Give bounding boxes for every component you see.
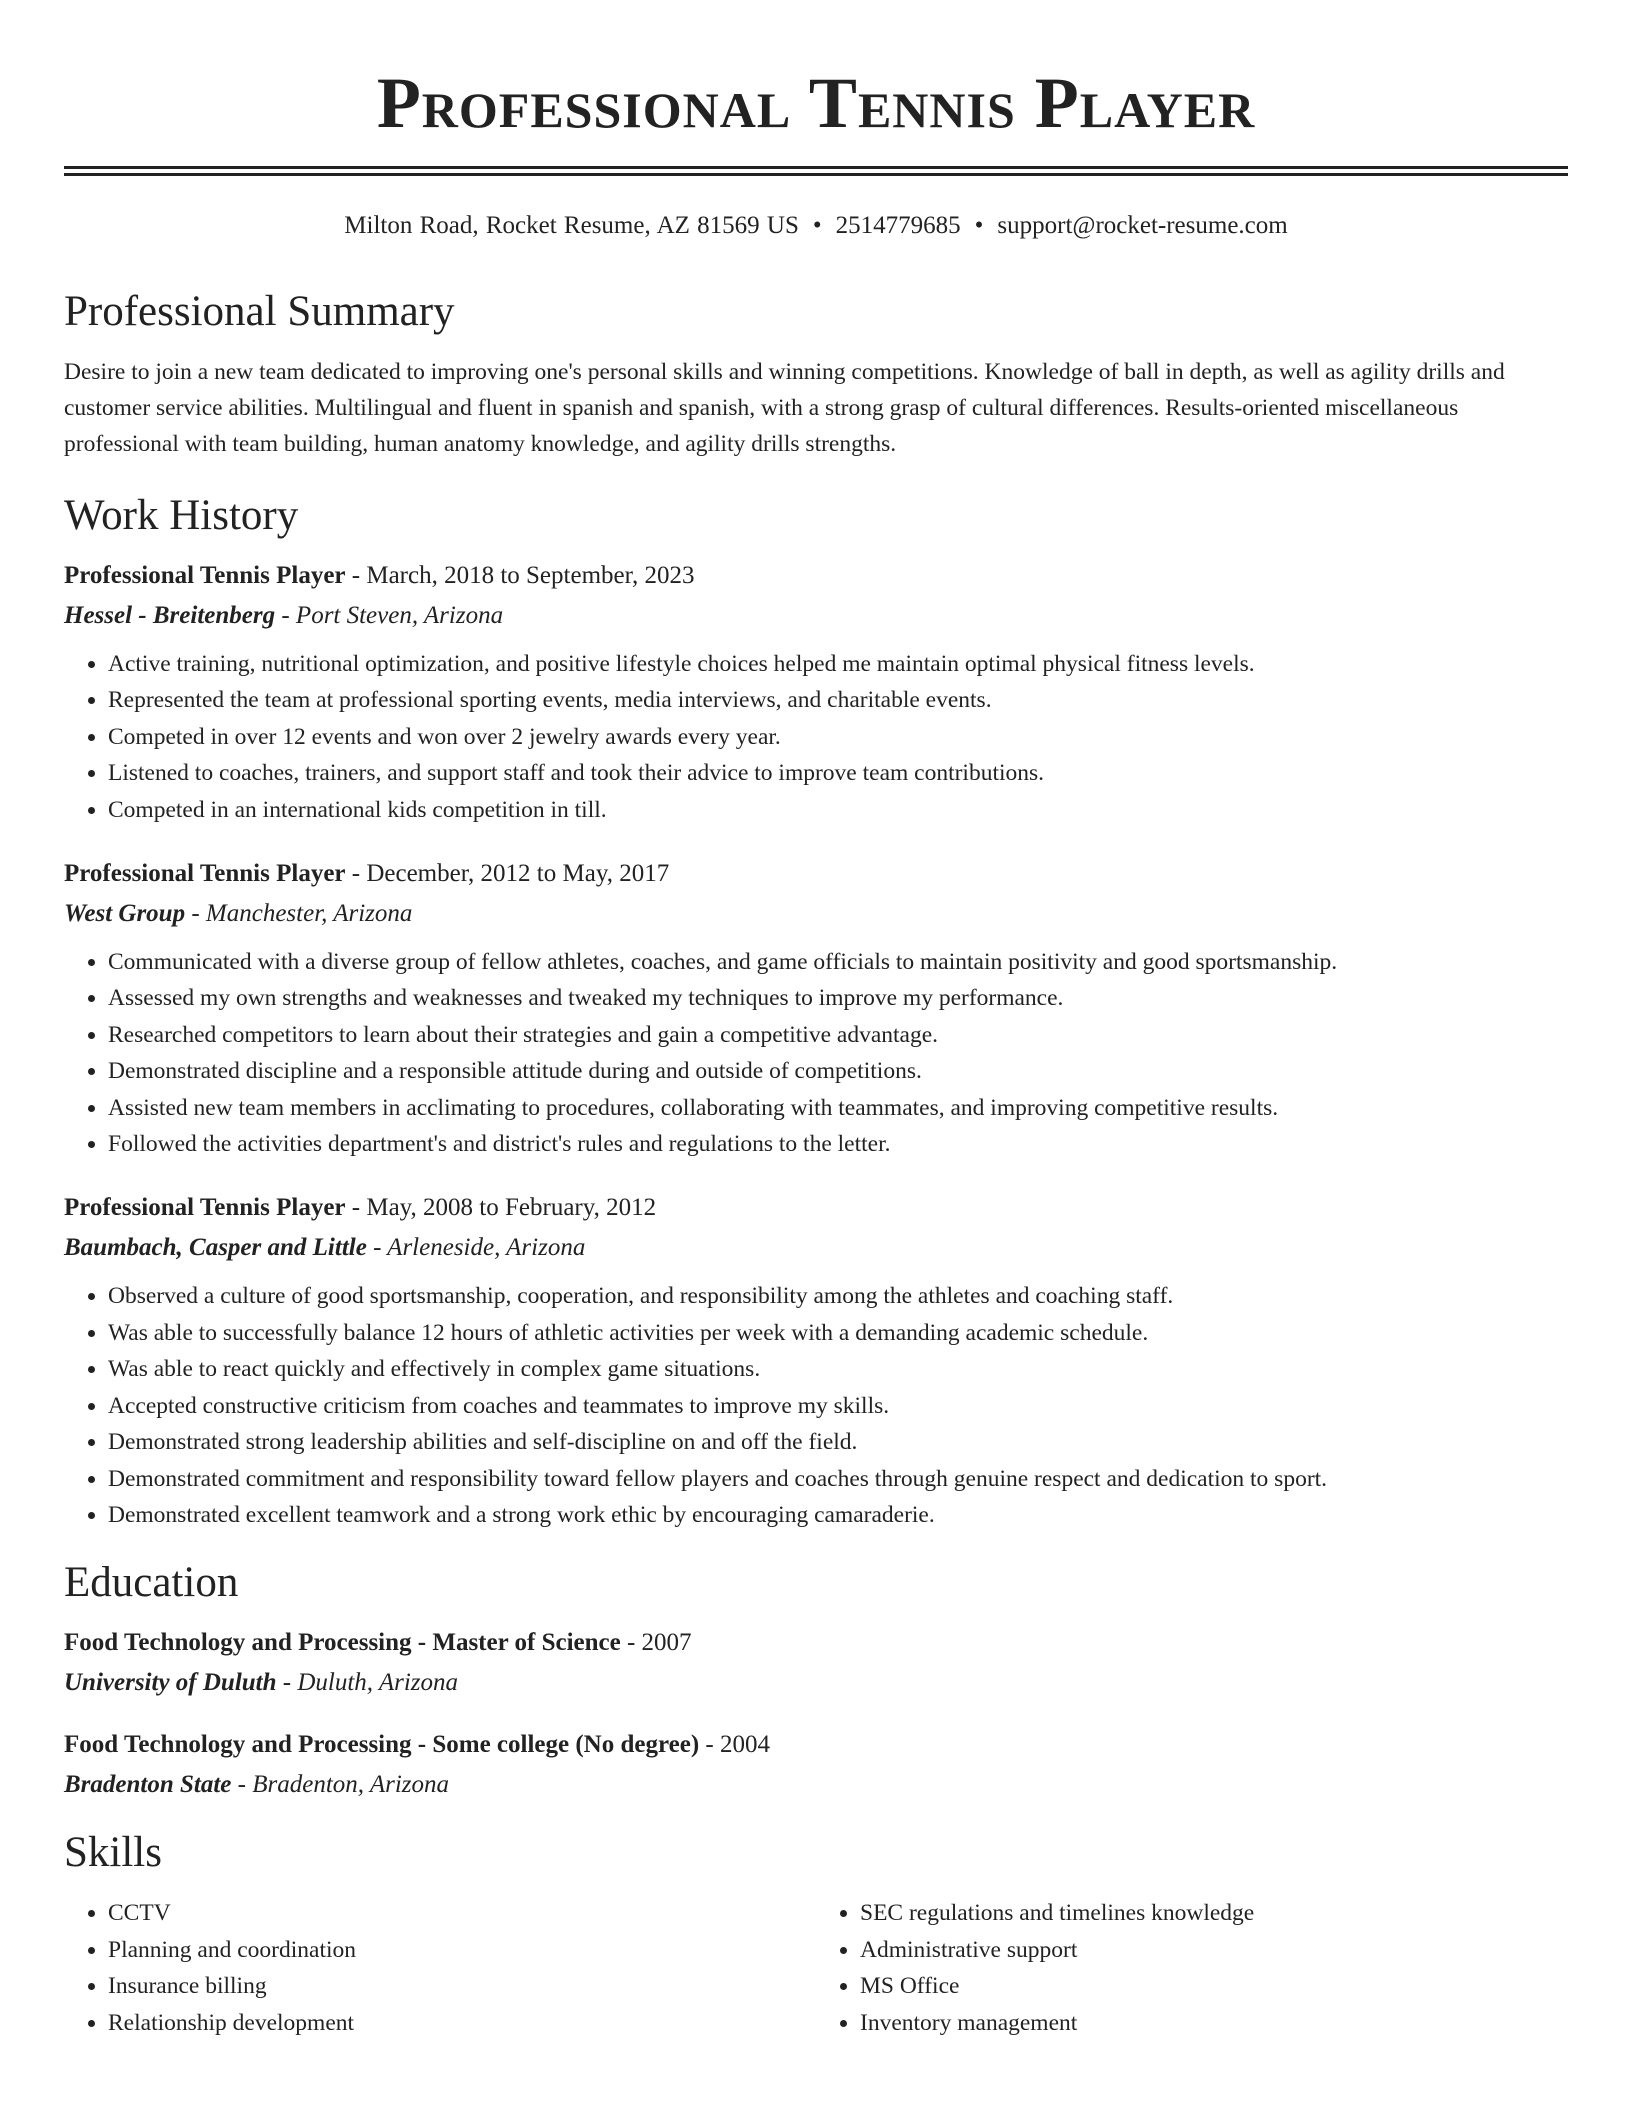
employer-name: Baumbach, Casper and Little (64, 1234, 367, 1262)
job-bullets (64, 646, 1568, 828)
school-line (64, 1769, 1568, 1801)
skill-item: • Inventory management (860, 2005, 1568, 2041)
job-bullet: • Researched competitors to learn about their strategies and gain a competitive advantage. (108, 1017, 1568, 1053)
job-bullet: • Listened to coaches, trainers, and support staff and took their advice to improve team contributions. (108, 755, 1568, 791)
skill-item: • CCTV (108, 1895, 816, 1931)
employer-line (64, 600, 1568, 632)
job-bullet: • Active training, nutritional optimization, and positive lifestyle choices helped me maintain optimal physical fitness levels. (108, 646, 1568, 682)
job-bullet: • Competed in over 12 events and won over 2 jewelry awards every year. (108, 719, 1568, 755)
job-title: Professional Tennis Player (64, 1194, 346, 1222)
job-bullets (64, 1278, 1568, 1533)
skill-item: • Administrative support (860, 1932, 1568, 1968)
skill-item: • Insurance billing (108, 1968, 816, 2004)
job-bullet: • Competed in an international kids competition in till. (108, 792, 1568, 828)
degree-name: Food Technology and Processing - Some college (No degree) (64, 1731, 700, 1759)
employer-location: - Manchester, Arizona (185, 900, 413, 928)
employer-line (64, 898, 1568, 930)
contact-separator: • (812, 212, 822, 239)
job-bullet: • Demonstrated strong leadership abilities and self-discipline on and off the field. (108, 1424, 1568, 1460)
contact-address: Milton Road, Rocket Resume, AZ 81569 US (344, 212, 799, 239)
skill-item: • Relationship development (108, 2005, 816, 2041)
skills-list-right (816, 1895, 1568, 2041)
job-bullet: • Was able to react quickly and effectively in complex game situations. (108, 1351, 1568, 1387)
job-bullet: • Assisted new team members in acclimating to procedures, collaborating with teammates, and improving competitive results. (108, 1090, 1568, 1126)
job-dates: - March, 2018 to September, 2023 (345, 562, 695, 589)
employer-name: Hessel - Breitenberg (64, 602, 276, 629)
job-dates: - December, 2012 to May, 2017 (345, 860, 670, 888)
skills-columns (64, 1895, 1568, 2041)
job-bullet: • Accepted constructive criticism from coaches and teammates to improve my skills. (108, 1388, 1568, 1424)
employer-name: West Group (64, 900, 186, 928)
job-title-line (64, 858, 1568, 890)
school-line (64, 1667, 1568, 1699)
job-bullet: • Demonstrated discipline and a responsible attitude during and outside of competitions. (108, 1053, 1568, 1089)
degree-line (64, 1729, 1568, 1761)
job-bullet: • Observed a culture of good sportsmanship, cooperation, and responsibility among the athletes and coaching staff. (108, 1278, 1568, 1314)
skill-item: • MS Office (860, 1968, 1568, 2004)
job-title: Professional Tennis Player (64, 860, 346, 888)
job-title-line (64, 1192, 1568, 1224)
summary-text: Desire to join a new team dedicated to improving one's personal skills and winning competitions. Knowledge of ball in depth, as well as agility drills and customer service abilities. Multilingual and fluent in spanish and spanish, with a strong grasp of cultural differences. Results-oriented miscellaneous professional with team building, human anatomy knowledge, and agility drills strengths. (64, 359, 1505, 457)
skill-item: • Planning and coordination (108, 1932, 816, 1968)
job-title: Professional Tennis Player (64, 562, 346, 589)
contact-phone: 2514779685 (835, 212, 961, 239)
skills-heading: Skills (64, 1829, 162, 1877)
work-history-heading: Work History (64, 492, 299, 539)
education-heading: Education (64, 1559, 239, 1607)
school-name: University of Duluth (64, 1669, 277, 1697)
employer-location: - Arleneside, Arizona (366, 1234, 586, 1262)
job-entry (64, 560, 1568, 828)
school-location: - Duluth, Arizona (276, 1669, 459, 1697)
job-bullet: • Demonstrated commitment and responsibility toward fellow players and coaches through genuine respect and dedication to sport. (108, 1461, 1568, 1497)
title-double-rule (64, 166, 1568, 176)
skills-list-left (64, 1895, 816, 2041)
job-title-line (64, 560, 1568, 592)
degree-name: Food Technology and Processing - Master of Science (64, 1629, 621, 1657)
job-bullet: • Represented the team at professional sporting events, media interviews, and charitable events. (108, 682, 1568, 718)
job-bullet: • Demonstrated excellent teamwork and a strong work ethic by encouraging camaraderie. (108, 1497, 1568, 1533)
degree-line (64, 1627, 1568, 1659)
job-bullet: • Followed the activities department's and district's rules and regulations to the letter. (108, 1126, 1568, 1162)
contact-email[interactable]: support@rocket-resume.com (997, 212, 1288, 239)
job-entry (64, 858, 1568, 1162)
school-location: - Bradenton, Arizona (231, 1771, 449, 1799)
degree-year: - 2007 (620, 1629, 692, 1657)
skill-item: • SEC regulations and timelines knowledge (860, 1895, 1568, 1931)
job-bullet: • Was able to successfully balance 12 hours of athletic activities per week with a demanding academic schedule. (108, 1315, 1568, 1351)
job-bullet: • Communicated with a diverse group of fellow athletes, coaches, and game officials to maintain positivity and good sportsmanship. (108, 944, 1568, 980)
employer-location: - Port Steven, Arizona (275, 602, 504, 629)
summary-heading: Professional Summary (64, 288, 455, 335)
contact-line (64, 210, 1568, 242)
job-dates: - May, 2008 to February, 2012 (345, 1194, 657, 1222)
job-bullet: • Assessed my own strengths and weaknesses and tweaked my techniques to improve my performance. (108, 980, 1568, 1016)
degree-year: - 2004 (699, 1731, 770, 1759)
contact-separator: • (974, 212, 984, 239)
school-name: Bradenton State (64, 1771, 232, 1799)
education-entry (64, 1729, 1568, 1801)
job-entry (64, 1192, 1568, 1533)
resume-title: Professional Tennis Player (376, 63, 1256, 143)
employer-line (64, 1232, 1568, 1264)
job-bullets (64, 944, 1568, 1162)
education-entry (64, 1627, 1568, 1699)
